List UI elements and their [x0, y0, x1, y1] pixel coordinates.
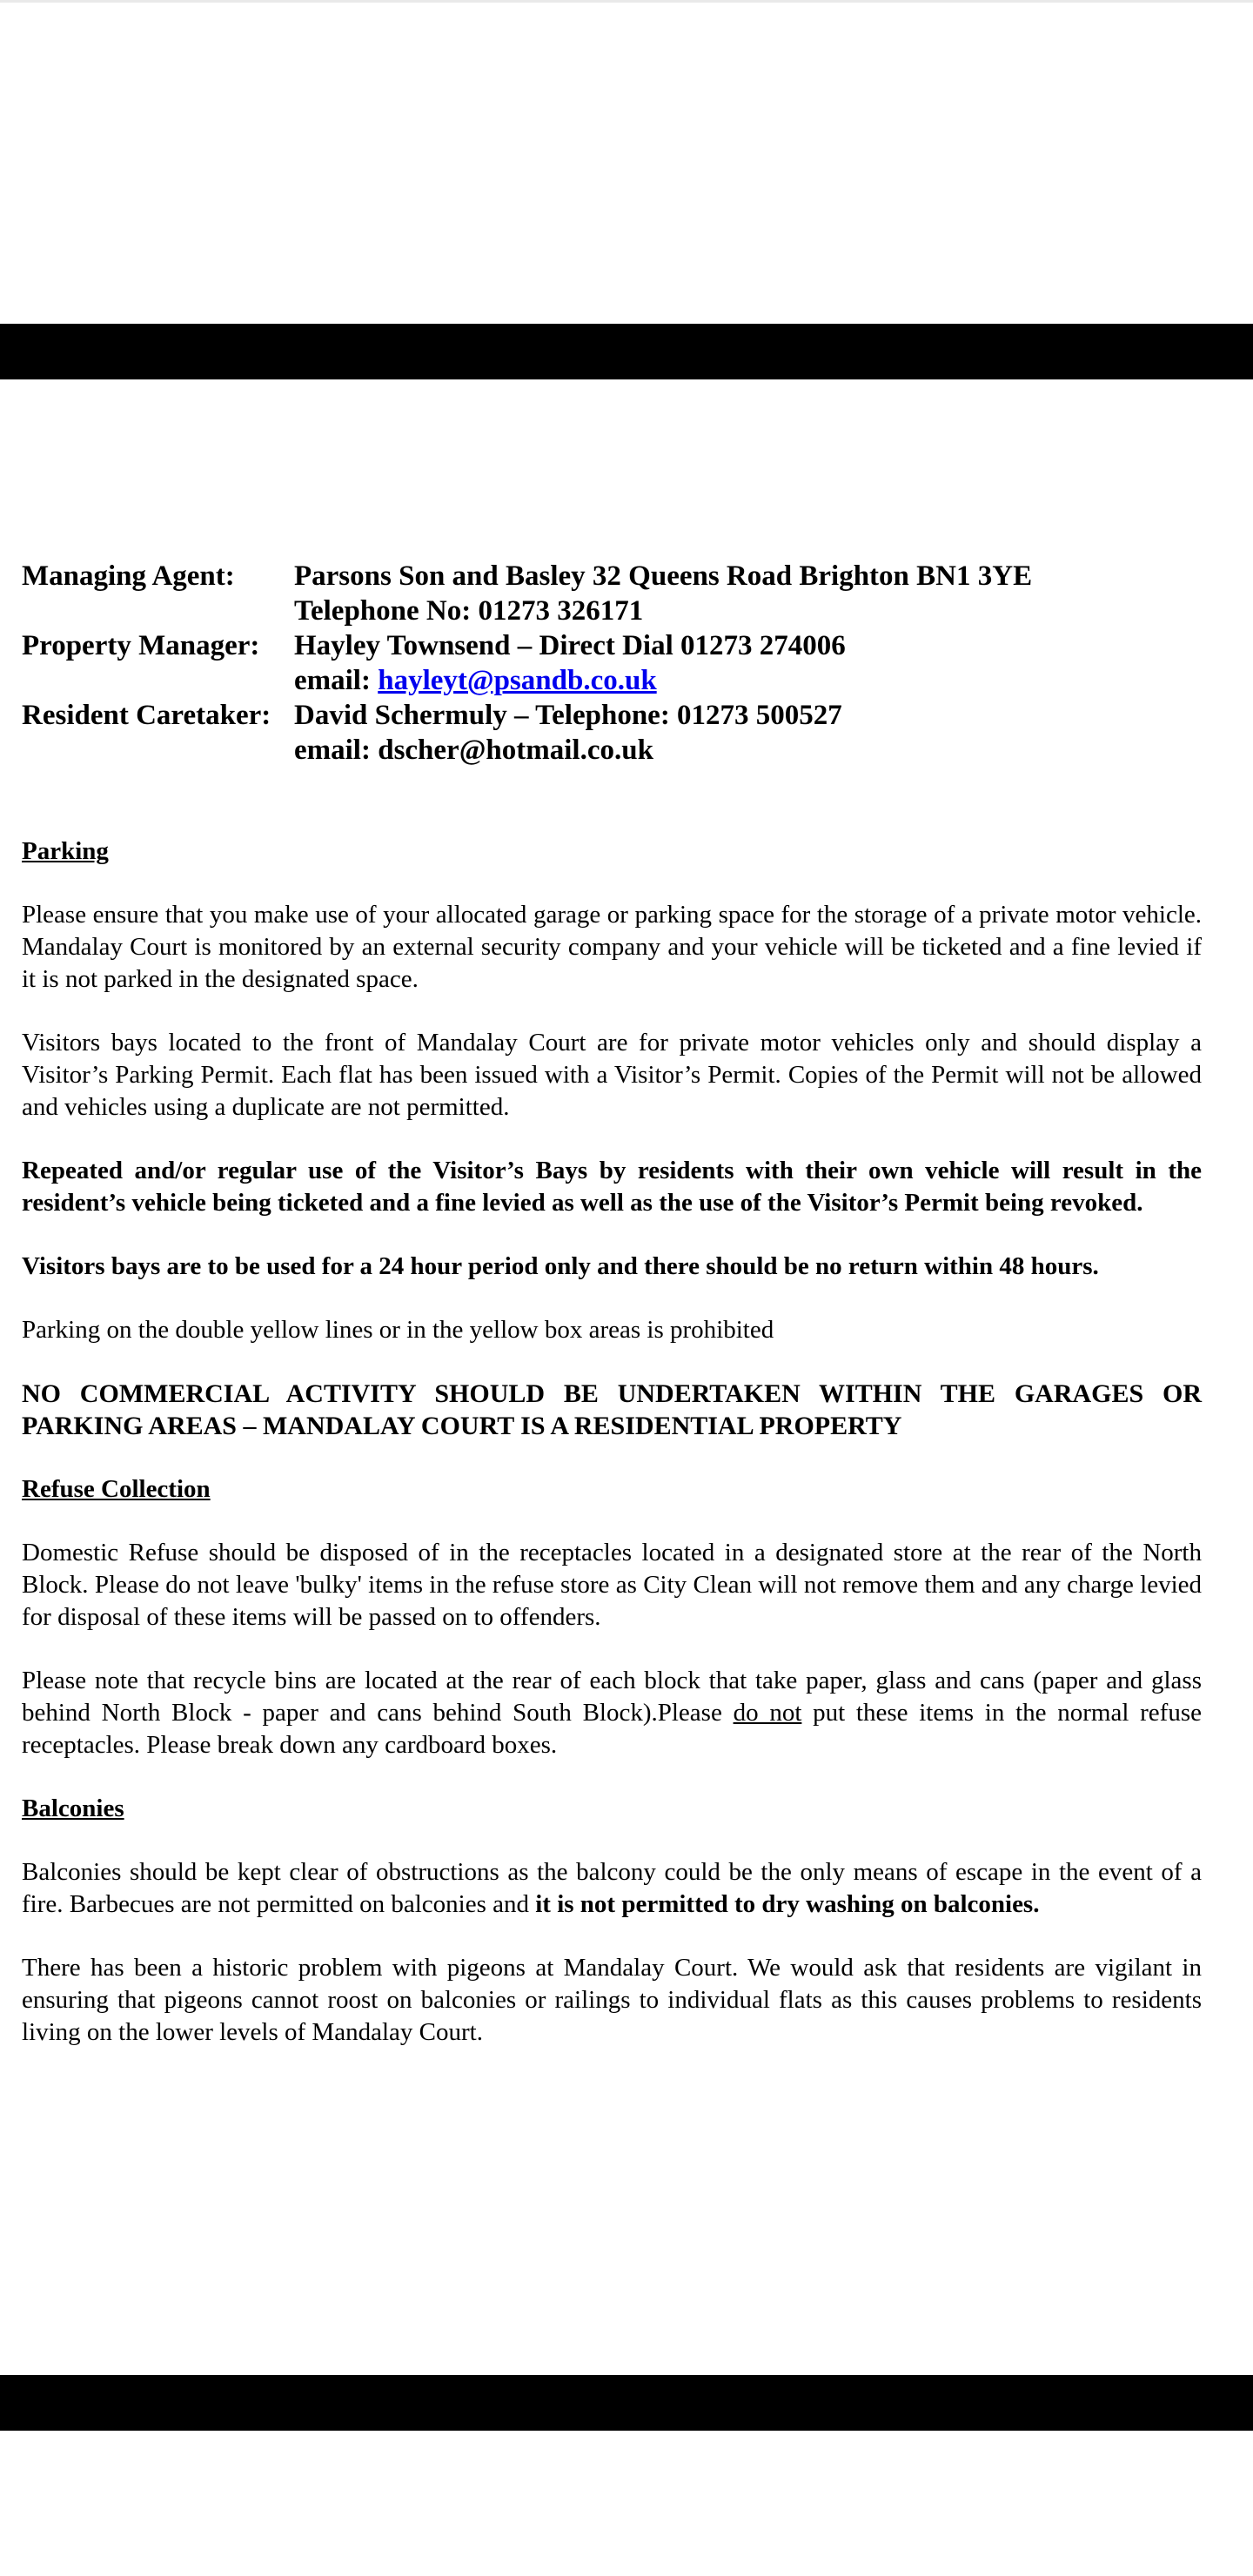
property-manager-label: Property Manager:	[22, 630, 260, 661]
balconies-paragraph-1	[22, 1856, 1202, 1921]
parking-heading: Parking	[22, 837, 109, 865]
caretaker-label: Resident Caretaker:	[22, 700, 271, 731]
parking-paragraph-1: Please ensure that you make use of your allocated garage or parking space for the storage of a private motor vehicle. Mandalay Court is monitored by an external security company and your vehicle will be ticketed and a fine levied if it is not parked in the designated space.	[22, 901, 1202, 993]
spacer	[22, 663, 294, 698]
email-prefix: email:	[294, 665, 379, 696]
caretaker-row	[22, 698, 1231, 733]
managing-agent-row	[22, 559, 1231, 594]
caretaker-email: email: dscher@hotmail.co.uk	[294, 735, 653, 766]
parking-paragraph-5: Parking on the double yellow lines or in the yellow box areas is prohibited	[22, 1316, 774, 1344]
contact-block	[22, 559, 1231, 768]
refuse-paragraph-2-part-1: Please note that recycle bins are located at the rear of each block that take paper, glass and cans (paper and glass behind North Block - paper and cans behind South Block).Please	[22, 1667, 1202, 1727]
page-break-band-top	[0, 324, 1253, 379]
caretaker-details: David Schermuly – Telephone: 01273 500527	[294, 700, 842, 731]
property-manager-email	[294, 663, 657, 698]
managing-agent-phone: Telephone No: 01273 326171	[294, 595, 644, 627]
spacer	[22, 733, 294, 768]
property-manager-details: Hayley Townsend – Direct Dial 01273 274006	[294, 630, 846, 661]
document-body	[22, 835, 1202, 2080]
managing-agent-phone-row	[22, 594, 1231, 628]
parking-paragraph-3: Repeated and/or regular use of the Visitor’s Bays by residents with their own vehicle will result in the resident’s vehicle being ticketed and a fine levied as well as the use of the Visitor’s Permit being revoked.	[22, 1157, 1202, 1217]
balconies-washing-rule: it is not permitted to dry washing on balconies.	[535, 1890, 1040, 1918]
parking-paragraph-2: Visitors bays located to the front of Mandalay Court are for private motor vehicles only and should display a Visitor’s Parking Permit. Each flat has been issued with a Visitor’s Permit. Copies of the Permit will not be allowed and vehicles using a duplicate are not permitted.	[22, 1029, 1202, 1121]
spacer	[22, 594, 294, 628]
parking-paragraph-4: Visitors bays are to be used for a 24 hour period only and there should be no return within 48 hours.	[22, 1252, 1099, 1280]
top-divider	[0, 0, 1253, 3]
managing-agent-address: Parsons Son and Basley 32 Queens Road Brighton BN1 3YE	[294, 560, 1033, 592]
refuse-heading: Refuse Collection	[22, 1475, 211, 1503]
refuse-paragraph-2-part-2: put these items in the normal refuse receptacles. Please break down any cardboard boxes.	[22, 1699, 1202, 1759]
property-manager-email-link[interactable]: hayleyt@psandb.co.uk	[378, 665, 657, 696]
refuse-paragraph-1: Domestic Refuse should be disposed of in the receptacles located in a designated store at the rear of the North Block. Please do not leave 'bulky' items in the refuse store as City Clean will not remove them and any charge levied for disposal of these items will be passed on to offenders.	[22, 1539, 1202, 1631]
managing-agent-label: Managing Agent:	[22, 560, 235, 592]
property-manager-email-row	[22, 663, 1231, 698]
balconies-paragraph-1-part-1: Balconies should be kept clear of obstructions as the balcony could be the only means of escape in the event of a fire. Barbecues are not permitted on balconies and	[22, 1858, 1202, 1918]
refuse-do-not: do not	[733, 1699, 802, 1727]
refuse-paragraph-2	[22, 1665, 1202, 1761]
balconies-paragraph-2: There has been a historic problem with pigeons at Mandalay Court. We would ask that residents are vigilant in ensuring that pigeons cannot roost on balconies or railings to individual flats as this causes problems to residents living on the lower levels of Mandalay Court.	[22, 1954, 1202, 2046]
parking-notice: NO COMMERCIAL ACTIVITY SHOULD BE UNDERTAKEN WITHIN THE GARAGES OR PARKING AREAS – MANDALAY COURT IS A RESIDENTIAL PROPERTY	[22, 1379, 1202, 1440]
caretaker-email-row	[22, 733, 1231, 768]
page-break-band-bottom	[0, 2375, 1253, 2431]
balconies-heading: Balconies	[22, 1794, 124, 1822]
property-manager-row	[22, 628, 1231, 663]
